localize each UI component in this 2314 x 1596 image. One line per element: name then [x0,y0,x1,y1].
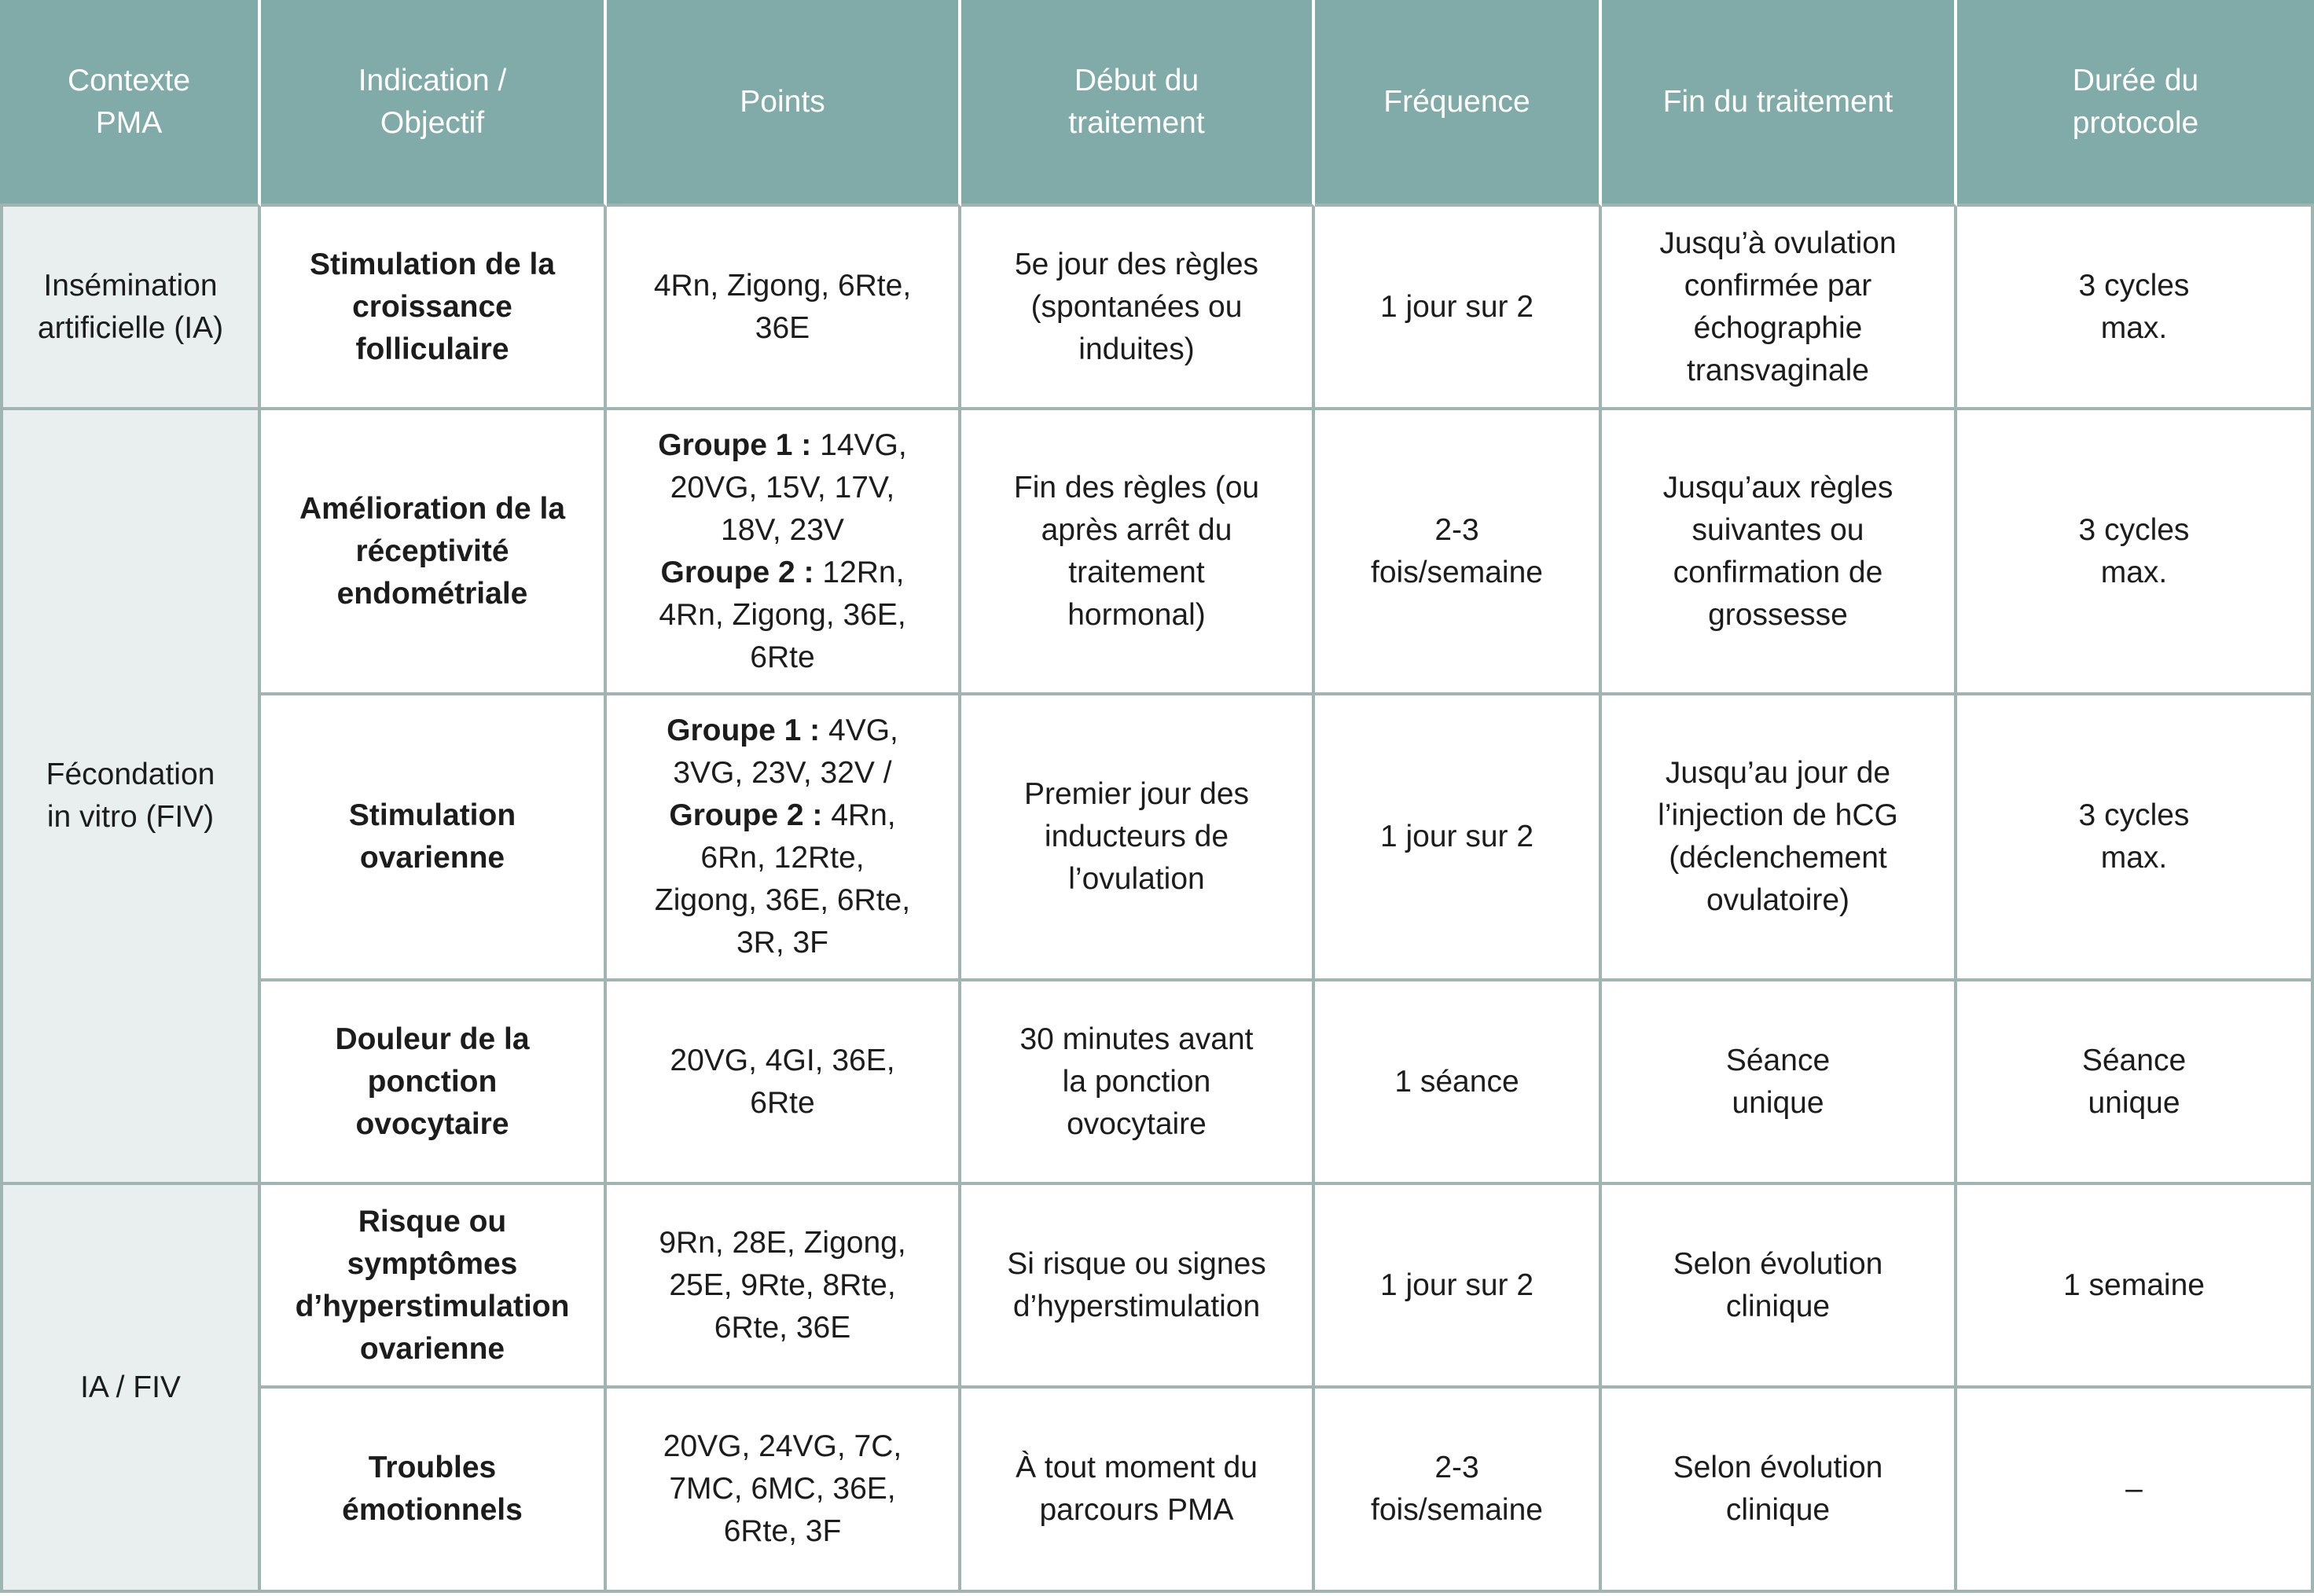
indication-cell: Amélioration de la réceptivité endométriale [261,410,607,695]
start-cell: 5e jour des règles (spontanées ou induites) [961,207,1315,410]
duration-cell: 3 cycles max. [1957,695,2314,981]
group-points: 12Rn, 4Rn, Zigong, 36E, 6Rte [659,555,906,674]
points-cell: 4Rn, Zigong, 6Rte, 36E [607,207,961,410]
points-group [655,794,910,964]
points-group [659,552,905,679]
context-cell-ia-fiv: IA / FIV [0,1185,261,1593]
header-debut-traitement: Début du traitement [961,0,1315,207]
header-contexte-pma: Contexte PMA [0,0,261,207]
end-cell: Selon évolution clinique [1602,1389,1957,1593]
header-frequence: Fréquence [1315,0,1602,207]
indication-cell: Stimulation ovarienne [261,695,607,981]
group-label: Groupe 1 : [658,427,812,462]
duration-cell: 3 cycles max. [1957,410,2314,695]
indication-cell: Risque ou symptômes d’hyperstimulation ovarienne [261,1185,607,1389]
indication-cell: Douleur de la ponction ovocytaire [261,981,607,1185]
group-points: 4VG, 3VG, 23V, 32V / [673,714,898,790]
points-cell [607,695,961,981]
group-label: Groupe 2 : [669,798,823,832]
start-cell: Premier jour des inducteurs de l’ovulation [961,695,1315,981]
duration-cell: 3 cycles max. [1957,207,2314,410]
duration-cell: Séance unique [1957,981,2314,1185]
points-group [667,710,898,794]
header-duree-protocole: Durée du protocole [1957,0,2314,207]
start-cell: Si risque ou signes d’hyperstimulation [961,1185,1315,1389]
points-cell: 20VG, 24VG, 7C, 7MC, 6MC, 36E, 6Rte, 3F [607,1389,961,1593]
frequency-cell: 1 jour sur 2 [1315,695,1602,981]
points-cell [607,410,961,695]
frequency-cell: 1 séance [1315,981,1602,1185]
group-points: 4Rn, 6Rn, 12Rte, Zigong, 36E, 6Rte, 3R, 3F [654,798,911,959]
points-group [658,424,906,552]
end-cell: Jusqu’au jour de l’injection de hCG (déclenchement ovulatoire) [1602,695,1957,981]
indication-cell: Stimulation de la croissance folliculaire [261,207,607,410]
end-cell: Jusqu’aux règles suivantes ou confirmation de grossesse [1602,410,1957,695]
header-fin-traitement: Fin du traitement [1602,0,1957,207]
duration-cell: – [1957,1389,2314,1593]
frequency-cell: 1 jour sur 2 [1315,1185,1602,1389]
indication-cell: Troubles émotionnels [261,1389,607,1593]
end-cell: Selon évolution clinique [1602,1185,1957,1389]
start-cell: Fin des règles (ou après arrêt du traitement hormonal) [961,410,1315,695]
context-cell-fiv: Fécondation in vitro (FIV) [0,410,261,1185]
header-indication-objectif: Indication / Objectif [261,0,607,207]
duration-cell: 1 semaine [1957,1185,2314,1389]
frequency-cell: 2-3 fois/semaine [1315,1389,1602,1593]
start-cell: 30 minutes avant la ponction ovocytaire [961,981,1315,1185]
group-points: 14VG, 20VG, 15V, 17V, 18V, 23V [670,427,907,547]
frequency-cell: 1 jour sur 2 [1315,207,1602,410]
end-cell: Séance unique [1602,981,1957,1185]
header-points: Points [607,0,961,207]
context-cell-ia: Insémination artificielle (IA) [0,207,261,410]
start-cell: À tout moment du parcours PMA [961,1389,1315,1593]
frequency-cell: 2-3 fois/semaine [1315,410,1602,695]
end-cell: Jusqu’à ovulation confirmée par échographie transvaginale [1602,207,1957,410]
group-label: Groupe 1 : [667,714,821,747]
points-cell: 20VG, 4GI, 36E, 6Rte [607,981,961,1185]
group-label: Groupe 2 : [660,555,814,589]
points-cell: 9Rn, 28E, Zigong, 25E, 9Rte, 8Rte, 6Rte, 36E [607,1185,961,1389]
